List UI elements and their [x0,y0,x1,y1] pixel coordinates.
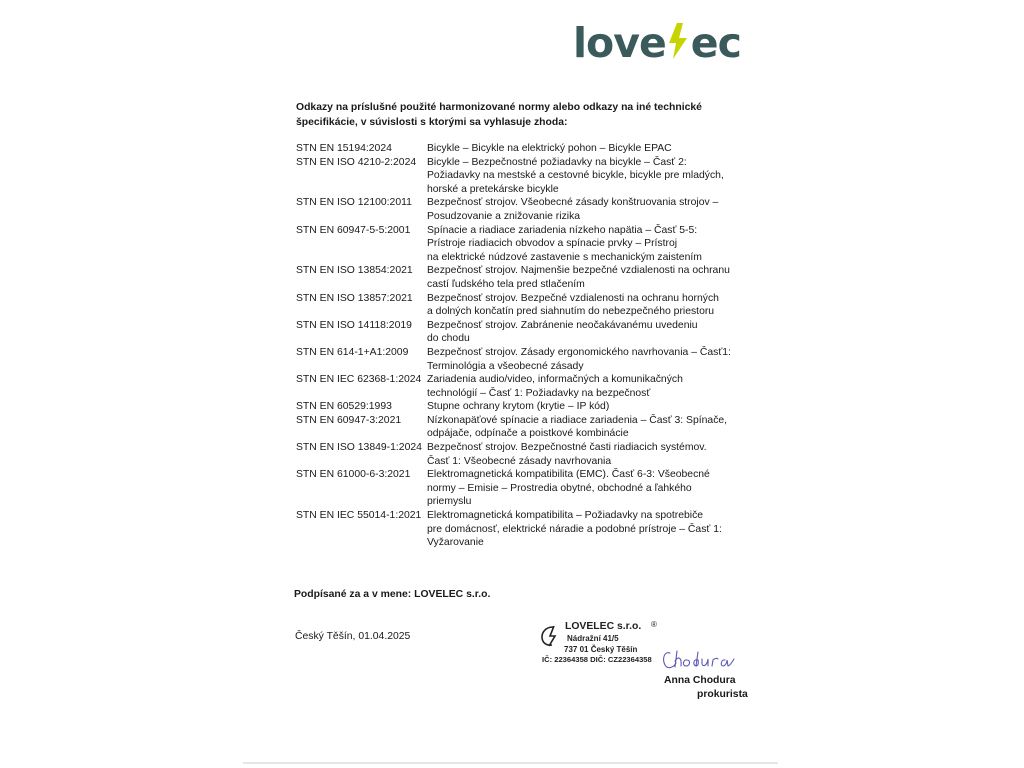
norm-row [296,414,746,441]
norm-code: STN EN 60947-5-5:2001 [296,224,411,236]
norm-code: STN EN 60529:1993 [296,401,392,413]
norm-code: STN EN IEC 62368-1:2024 [296,374,422,386]
norm-description: Bezpečnosť strojov. Bezpečnostné časti riadiacich systémov. Časť 1: Všeobecné zásady navrhovania [427,442,707,467]
norm-row [296,156,746,197]
norm-row [296,264,746,291]
signer-role: prokurista [697,689,748,700]
logo-text-end: ec [690,19,741,67]
stamp-street: Nádražní 41/5 [567,634,619,643]
stamp-logo-icon [540,624,562,648]
norm-description: Bezpečnosť strojov. Všeobecné zásady konštruovania strojov – Posudzovanie a znižovanie rizika [427,197,719,222]
signed-on-behalf: Podpísané za a v mene: LOVELEC s.r.o. [294,589,491,600]
norm-row [296,373,746,400]
logo-text-start: love [573,19,666,67]
signer-name: Anna Chodura [664,675,736,686]
norm-code: STN EN 61000-6-3:2021 [296,469,411,481]
norm-row [296,509,746,550]
norm-row [296,400,746,414]
norm-row [296,292,746,319]
norm-description: Bezpečnosť strojov. Najmenšie bezpečné vzdialenosti na ochranu castí ľudského tela pred stlačením [427,265,730,290]
norm-row [296,142,746,156]
norm-code: STN EN ISO 4210-2:2024 [296,156,417,168]
norm-code: STN EN ISO 12100:2011 [296,197,412,209]
logo-bolt-icon [667,21,689,61]
norm-row [296,468,746,509]
norm-code: STN EN ISO 13849-1:2024 [296,442,422,454]
norm-row [296,224,746,265]
norm-description: Stupne ochrany krytom (krytie – IP kód) [427,401,610,413]
norm-code: STN EN 15194:2024 [296,143,392,154]
norm-description: Spínacie a riadiace zariadenia nízkeho napätia – Časť 5-5: Prístroje riadiacich obvodov a spínacie prvky – Prístroj na elektrické núdzové zastavenie s mechanickým zaistením [427,224,702,263]
company-logo [573,18,741,68]
norm-description: Bicykle – Bezpečnostné požiadavky na bicykle – Časť 2: Požiadavky na mestské a cestovné bicykle, bicykle pre mladých, horské a pretekárske bicykle [427,156,724,195]
handwritten-signature [660,645,756,673]
norm-description: Bezpečnosť strojov. Bezpečné vzdialenosti na ochranu horných a dolných končatín pred siahnutím do nebezpečného priestoru [427,292,719,318]
norm-description: Bezpečnosť strojov. Zásady ergonomického navrhovania – Časť1: Terminológia a všeobecné zásady [427,346,731,372]
norm-code: STN EN ISO 13854:2021 [296,265,413,277]
stamp-city: 737 01 Český Těšín [564,645,638,654]
norm-description: Zariadenia audio/video, informačných a komunikačných technológií – Časť 1: Požiadavky na bezpečnosť [427,374,683,399]
norm-code: STN EN ISO 13857:2021 [296,292,413,304]
norm-code: STN EN IEC 55014-1:2021 [296,510,422,522]
norm-code: STN EN 614-1+A1:2009 [296,346,409,358]
stamp-registered-mark: ® [651,620,657,629]
place-date: Český Těšín, 01.04.2025 [295,631,411,642]
norm-row [296,196,746,223]
stamp-ids: IČ: 22364358 DIČ: CZ22364358 [542,655,652,664]
norm-description: Bicykle – Bicykle na elektrický pohon – Bicykle EPAC [427,143,672,154]
intro-paragraph: Odkazy na príslušné použité harmonizované normy alebo odkazy na iné technické špecifikácie, v súvislosti s ktorými sa vyhlasuje zhoda: [296,102,702,128]
norm-description: Elektromagnetická kompatibilita (EMC). Časť 6-3: Všeobecné normy – Emisie – Prostredia obytné, obchodné a ľahkého priemyslu [427,469,710,508]
norm-code: STN EN ISO 14118:2019 [296,319,412,331]
norm-description: Bezpečnosť strojov. Zabránenie neočakávanému uvedeniu do chodu [427,319,698,345]
company-stamp [540,620,675,668]
norm-code: STN EN 60947-3:2021 [296,414,402,426]
norm-description: Elektromagnetická kompatibilita – Požiadavky na spotrebiče pre domácnosť, elektrické náradie a podobné prístroje – Časť 1: Vyžarovanie [427,510,722,549]
norms-list [296,142,746,550]
stamp-company: LOVELEC s.r.o. [565,621,642,632]
norm-row [296,346,746,373]
norm-description: Nízkonapäťové spínacie a riadiace zariadenia – Časť 3: Spínače, odpájače, odpínače a poistkové kombinácie [427,414,728,440]
page-bottom-edge [243,762,778,764]
norm-row [296,319,746,346]
norm-row [296,441,746,468]
